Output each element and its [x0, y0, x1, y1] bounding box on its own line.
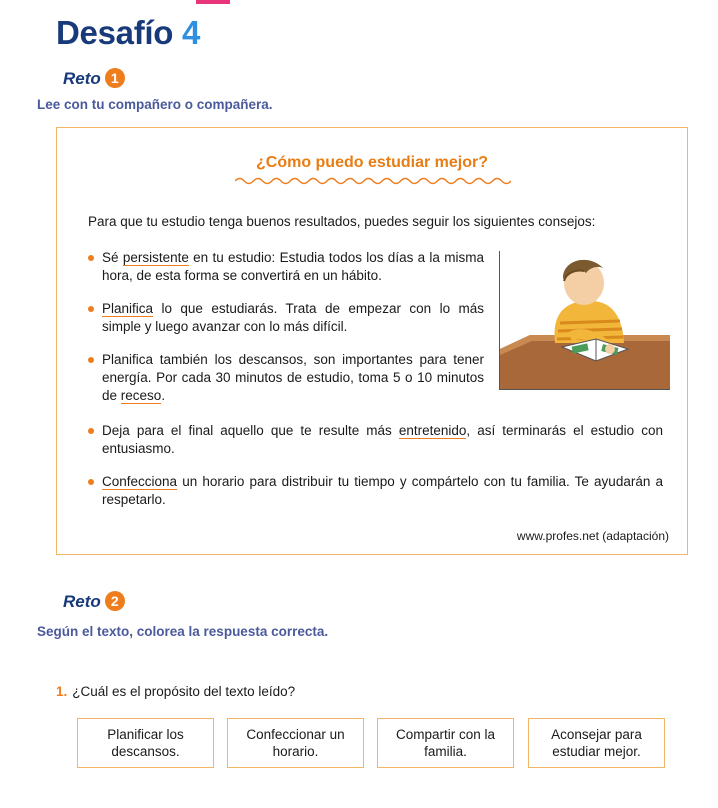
tip-text: Sé [102, 250, 123, 265]
reading-title: ¿Cómo puedo estudiar mejor? [255, 154, 488, 171]
tip-item [88, 351, 484, 405]
tip-text: . [161, 388, 166, 403]
tip-item [88, 422, 663, 458]
bullet-icon [88, 428, 94, 434]
tip-item [88, 249, 484, 285]
reto-1-heading [63, 68, 125, 89]
reto-2-label: Reto [63, 592, 101, 611]
student-reading-illustration [499, 251, 670, 390]
answer-option-planificar[interactable]: Planificar los descansos. [77, 718, 214, 768]
top-accent-bar [196, 0, 230, 4]
tip-text: un horario para distribuir tu tiempo y compártelo con tu familia. Te ayudarán a respetarlo. [102, 474, 663, 507]
underlined-word: persistente [122, 250, 189, 265]
underlined-word: Confecciona [102, 474, 178, 489]
tip-text: Deja para el final aquello que te resulte más [102, 423, 399, 438]
question-number: 1. [56, 684, 68, 699]
reto-1-instruction: Lee con tu compañero o compañera. [37, 97, 273, 112]
reto-1-label: Reto [63, 69, 101, 88]
wavy-underline-decoration [235, 176, 511, 186]
reto-2-heading [63, 591, 125, 612]
question-text: ¿Cuál es el propósito del texto leído? [72, 684, 296, 699]
reading-intro: Para que tu estudio tenga buenos resultados, puedes seguir los siguientes consejos: [88, 214, 596, 229]
answer-option-aconsejar[interactable]: Aconsejar para estudiar mejor. [528, 718, 665, 768]
source-citation: www.profes.net (adaptación) [516, 529, 669, 543]
question-1 [56, 684, 295, 699]
reto-2-number-badge: 2 [105, 591, 125, 611]
bullet-icon [88, 306, 94, 312]
bullet-icon [88, 479, 94, 485]
tip-item [88, 300, 484, 336]
answer-option-compartir[interactable]: Compartir con la familia. [377, 718, 514, 768]
reading-box [56, 127, 688, 555]
tip-item [88, 473, 663, 509]
boy-reading-book-icon [500, 251, 670, 389]
tip-text: Planifica también los descansos, son importantes para tener energía. Por cada 30 minutos de estudio, toma 5 o 10 minutos de [102, 352, 484, 403]
bullet-icon [88, 255, 94, 261]
tip-text: lo que estudiarás. Trata de empezar con lo más simple y luego avanzar con lo más difícil. [102, 301, 484, 334]
page-title [56, 14, 200, 52]
page-title-number: 4 [181, 14, 201, 51]
underlined-word: Planifica [102, 301, 154, 316]
underlined-word: receso [120, 388, 162, 403]
bullet-icon [88, 357, 94, 363]
answer-option-confeccionar[interactable]: Confeccionar un horario. [227, 718, 364, 768]
page-title-text: Desafío [56, 14, 174, 51]
underlined-word: entretenido [398, 423, 467, 438]
tip-text: , así terminarás el estudio con entusiasmo. [102, 423, 663, 456]
tip-text: en tu estudio: Estudia todos los días a la misma hora, de esta forma se convertirá en un hábito. [102, 250, 484, 283]
reto-1-number-badge: 1 [105, 68, 125, 88]
reto-2-instruction: Según el texto, colorea la respuesta correcta. [37, 624, 329, 639]
